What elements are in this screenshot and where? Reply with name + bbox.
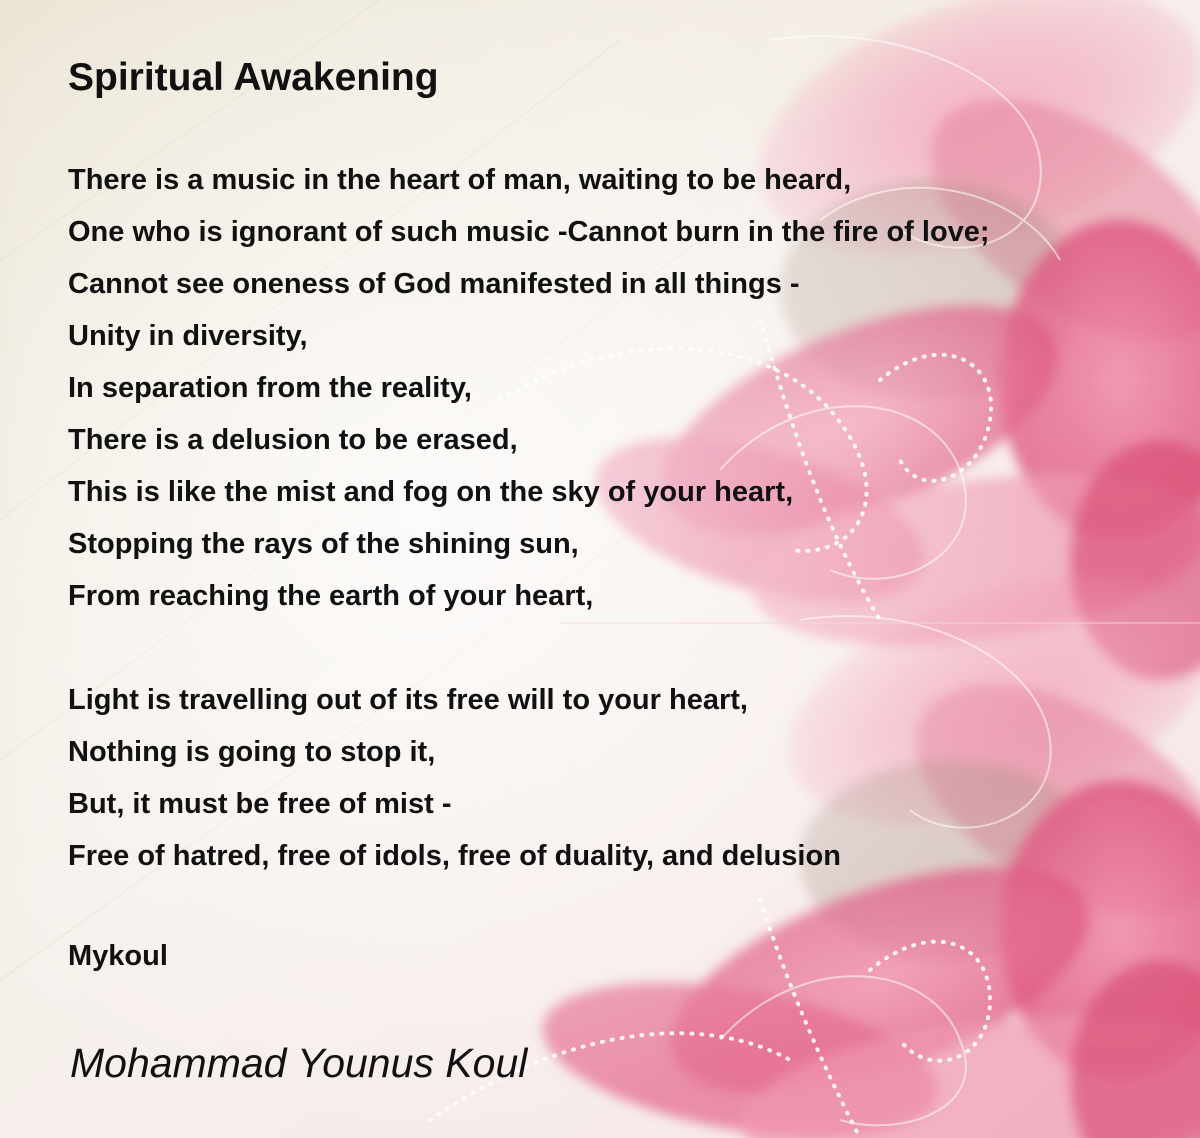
poem-stanza-1 [68,154,990,622]
poem-line: In separation from the reality, [68,372,472,404]
poem-line: One who is ignorant of such music -Cannot burn in the fire of love; [68,216,990,248]
poem-signature: Mykoul [68,940,168,972]
poem-title: Spiritual Awakening [68,56,439,99]
poem-stanza-2 [68,674,841,882]
poem-line: There is a music in the heart of man, waiting to be heard, [68,164,852,196]
poem-line: Light is travelling out of its free will to your heart, [68,684,748,716]
poem-line: Unity in diversity, [68,320,308,352]
poem-line: Free of hatred, free of idols, free of duality, and delusion [68,840,841,872]
author-name: Mohammad Younus Koul [70,1040,528,1086]
poem-line: There is a delusion to be erased, [68,424,518,456]
poem-line: This is like the mist and fog on the sky of your heart, [68,476,794,508]
poem-line: Stopping the rays of the shining sun, [68,528,579,560]
poem-line: But, it must be free of mist - [68,788,452,820]
poem-line: Nothing is going to stop it, [68,736,436,768]
poem-line: Cannot see oneness of God manifested in all things - [68,268,800,300]
poem-card [68,0,1178,1138]
poem-line: From reaching the earth of your heart, [68,580,594,612]
